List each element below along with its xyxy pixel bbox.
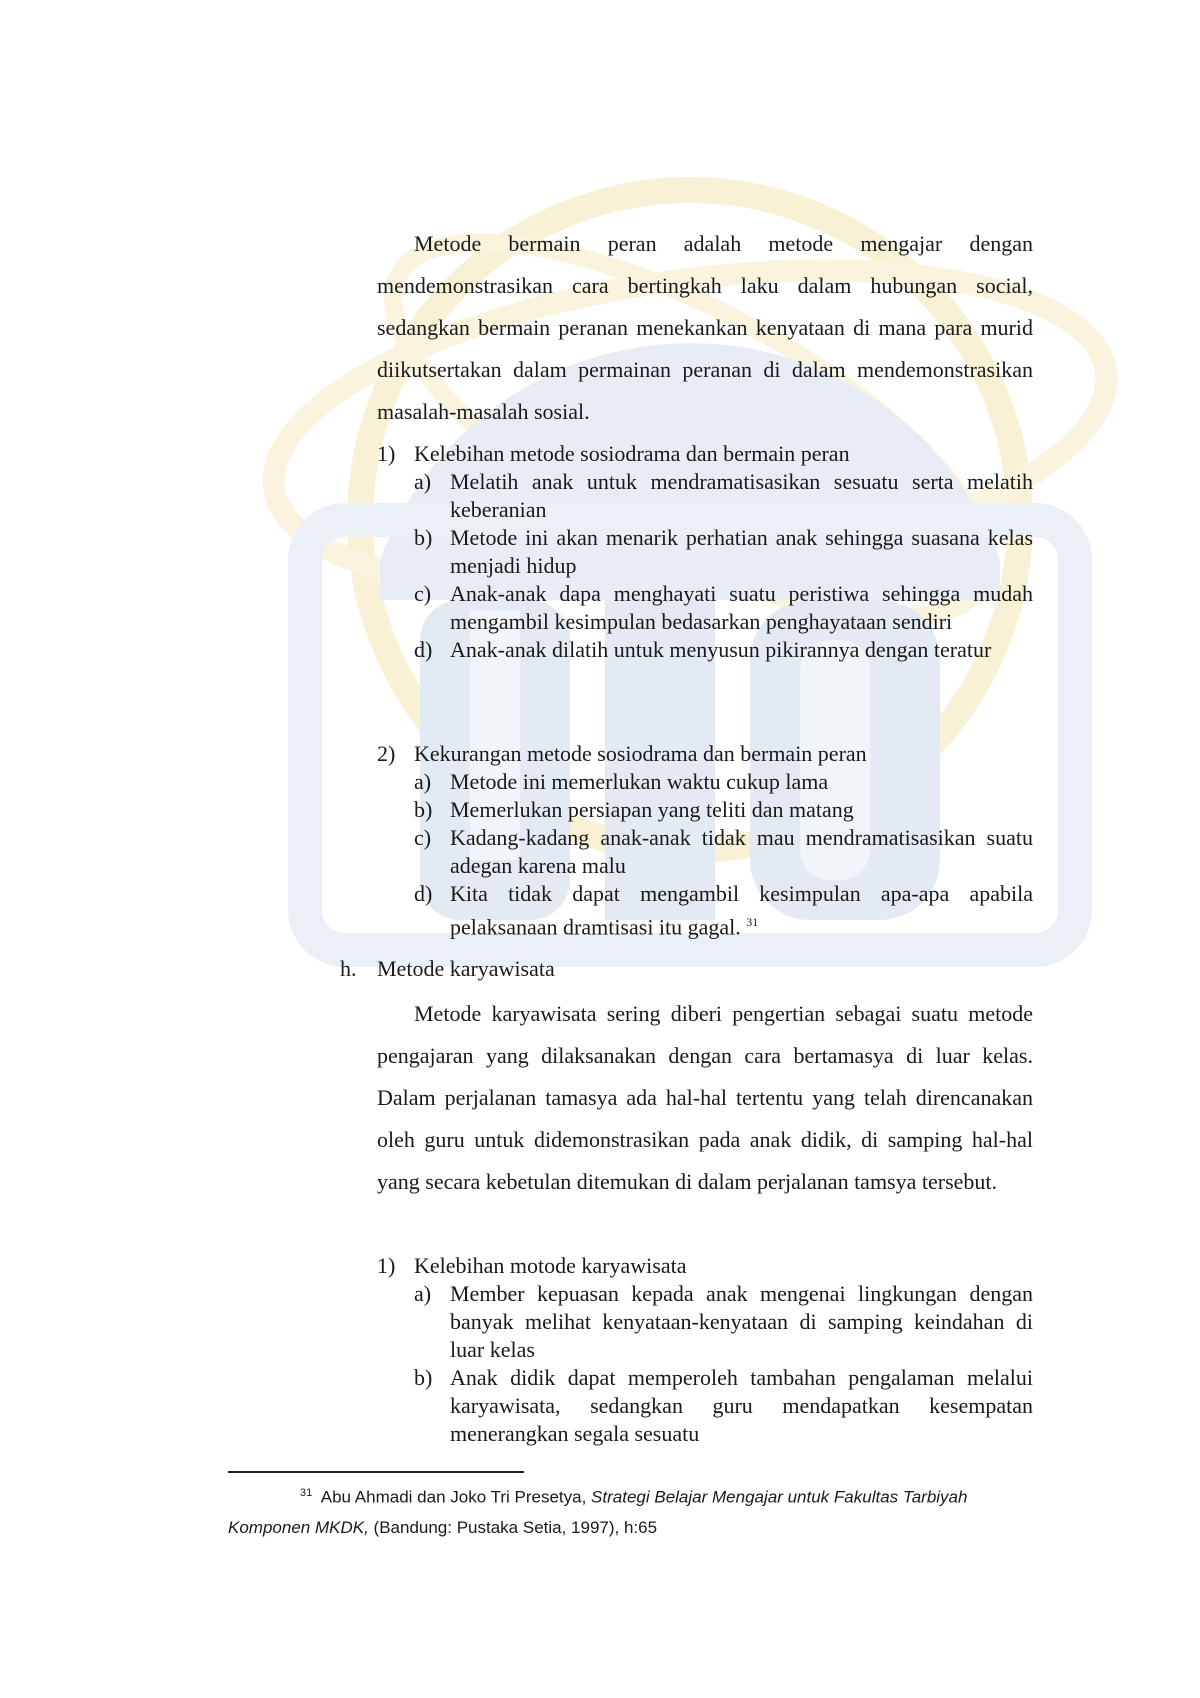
list-heading (377, 740, 1033, 768)
footnote-author: Abu Ahmadi dan Joko Tri Presetya, (320, 1487, 587, 1507)
item-marker: a) (414, 469, 432, 494)
item-text: Metode ini memerlukan waktu cukup lama (450, 769, 829, 794)
section-h-heading: Metode karyawisata (377, 956, 555, 981)
list-title: Kekurangan metode sosiodrama dan bermain peran (414, 741, 867, 766)
list-item (414, 468, 1033, 524)
role-play-paragraph: Metode bermain peran adalah metode mengajar dengan mendemonstrasikan cara bertingkah laku dalam hubungan social, sedangkan bermain peranan menekankan kenyataan di mana para murid diikutsertakan dalam permainan peranan di dalam mendemonstrasikan masalah-masalah sosial. (377, 231, 1033, 424)
list-number: 1) (377, 441, 396, 466)
list-item (414, 880, 1033, 941)
list-item (414, 768, 1033, 796)
advantages-field-trip-list (377, 1252, 1033, 1448)
item-text: Kadang-kadang anak-anak tidak mau mendramatisasikan suatu adegan karena malu (450, 825, 1033, 878)
list-item (414, 1364, 1033, 1448)
item-marker: d) (414, 881, 433, 906)
disadvantages-sociodrama-list (377, 740, 1033, 941)
field-trip-paragraph: Metode karyawisata sering diberi pengertian sebagai suatu metode pengajaran yang dilaksanakan dengan cara bertamasya di luar kelas. Dalam perjalanan tamasya ada hal-hal tertentu yang telah direncanakan oleh guru untuk didemonstrasikan pada anak didik, di samping hal-hal yang secara kebetulan ditemukan di dalam perjalanan tamsya tersebut. (377, 1001, 1033, 1194)
item-marker: c) (414, 825, 432, 850)
item-text: Member kepuasan kepada anak mengenai lingkungan dengan banyak melihat kenyataan-kenyataan di samping keindahan di luar kelas (450, 1281, 1033, 1362)
list-title: Kelebihan motode karyawisata (414, 1253, 687, 1278)
list-item (414, 580, 1033, 636)
footnote (228, 1478, 1048, 1543)
footnote-reference[interactable]: 31 (746, 915, 759, 929)
list-item (414, 1280, 1033, 1364)
list-title: Kelebihan metode sosiodrama dan bermain peran (414, 441, 850, 466)
footnote-separator (228, 1471, 524, 1473)
item-text: Metode ini akan menarik perhatian anak sehingga suasana kelas menjadi hidup (450, 525, 1033, 578)
item-text: Anak-anak dapa menghayati suatu peristiwa sehingga mudah mengambil kesimpulan bedasarkan penghayataan sendiri (450, 581, 1033, 634)
footnote-book-title: Strategi Belajar Mengajar untuk Fakultas Tarbiyah Komponen MKDK, (228, 1487, 968, 1537)
footnote-number: 31 (300, 1487, 313, 1499)
item-text: Memerlukan persiapan yang teliti dan matang (450, 797, 854, 822)
list-heading (377, 440, 1033, 468)
list-item (414, 524, 1033, 580)
list-item (414, 824, 1033, 880)
section-h-letter: h. (340, 956, 357, 981)
list-heading (377, 1252, 1033, 1280)
item-marker: b) (414, 797, 433, 822)
list-number: 1) (377, 1253, 396, 1278)
list-item (414, 636, 1033, 664)
advantages-sociodrama-list (377, 440, 1033, 664)
footnote-publication: (Bandung: Pustaka Setia, 1997), h:65 (373, 1517, 658, 1537)
item-text: Melatih anak untuk mendramatisasikan sesuatu serta melatih keberanian (450, 469, 1033, 522)
item-marker: a) (414, 769, 432, 794)
item-text: Kita tidak dapat mengambil kesimpulan apa-apa apabila pelaksanaan dramtisasi itu gagal. (450, 881, 1033, 940)
list-number: 2) (377, 741, 396, 766)
item-marker: a) (414, 1281, 432, 1306)
item-text: Anak didik dapat memperoleh tambahan pengalaman melalui karyawisata, sedangkan guru mendapatkan kesempatan menerangkan segala sesuatu (450, 1365, 1033, 1446)
item-marker: b) (414, 1365, 433, 1390)
item-text: Anak-anak dilatih untuk menyusun pikirannya dengan teratur (450, 637, 992, 662)
item-marker: b) (414, 525, 433, 550)
item-marker: d) (414, 637, 433, 662)
item-marker: c) (414, 581, 432, 606)
list-item (414, 796, 1033, 824)
